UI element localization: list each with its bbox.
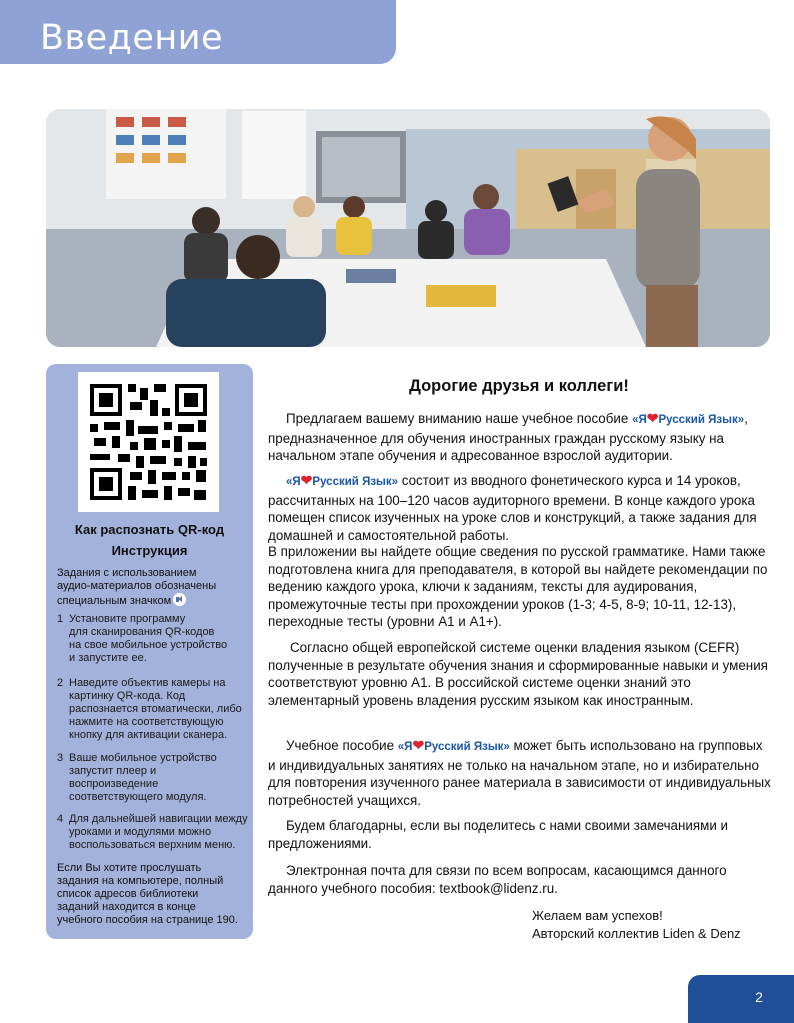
sidebar-outro: Если Вы хотите прослушать задания на компьютере, полный список адресов библиотеки заданий находится в конце учебного пособия на странице 190.: [57, 862, 238, 926]
paragraph-cefr: Согласно общей европейской системе оценки владения языком (CEFR) полученные в результате обучения знания и сформированные навыки и умения соответствуют уровню А1. В российской системе оценки знаний это элементарный уровень владения русским языком как иностранным.: [268, 640, 768, 708]
sidebar-intro-line: специальным значком: [57, 593, 249, 608]
section-header-tab: [0, 0, 396, 64]
page-number: 2: [755, 989, 763, 1005]
paragraph-structure: «Я❤Русский Язык» состоит из вводного фонетического курса и 14 уроков, рассчитанных на 100–120 часов аудиторного времени. В конце каждого урока помещен список изученных на уроке слов и конструкций, а также задания для домашней и самостоятельной работы.: [268, 472, 757, 543]
signature-authors: Авторский коллектив Liden & Denz: [532, 926, 741, 941]
signature-wish: Желаем вам успехов!: [532, 908, 663, 923]
heart-icon: ❤: [646, 410, 659, 426]
paragraph-contact: Электронная почта для связи по всем вопросам, касающимся данного данного учебного пособия: textbook@lidenz.ru.: [268, 863, 727, 896]
sidebar-heading: Как распознать QR-код: [74, 522, 225, 537]
letter-heading: Дорогие друзья и коллеги!: [409, 377, 629, 395]
brand-name: «Я❤Русский Язык»: [397, 737, 510, 753]
sidebar-intro-line: аудио-материалов обозначены: [57, 580, 217, 592]
paragraph-usage: Учебное пособие «Я❤Русский Язык» может быть использовано на групповых и индивидуальных занятиях не только на начальном этапе, но и избирательно для повторения изученного ранее материала в зависимости от индивидуальных потребностей учащихся.: [268, 737, 771, 808]
speaker-icon: [173, 593, 186, 606]
sidebar-subheading: Инструкция: [111, 543, 188, 558]
brand-name: «Я❤Русский Язык»: [286, 472, 399, 488]
paragraph-feedback: Будем благодарны, если вы поделитесь с нами своими замечаниями и предложениями.: [268, 818, 729, 851]
sidebar-intro-line: Задания с использованием: [57, 567, 197, 579]
page-number-tab: [688, 975, 794, 1023]
paragraph-appendix: В приложении вы найдете общие сведения по русской грамматике. Нами также подготовлена книга для преподавателя, в которой вы найдете рекомендации по ведению каждого урока, ключи к заданиям, тексты для аудирования, промежуточные тесты при прохождении уроков (1-3; 4-5, 8-9; 10-11, 12-13), переходные тесты (уровни А1 и А1+).: [268, 544, 768, 630]
sidebar-intro: [57, 567, 249, 608]
classroom-photo-illustration: [46, 109, 770, 347]
brand-name: «Я❤Русский Язык»: [632, 410, 745, 426]
qr-code-image: [78, 372, 219, 512]
qr-code[interactable]: [78, 372, 219, 512]
classroom-photo: [46, 109, 770, 347]
paragraph-intro: Предлагаем вашему вниманию наше учебное пособие «Я❤Русский Язык», предназначенное для обучения иностранных граждан русскому языку на начальном этапе обучения и адресованное взрослой аудитории.: [268, 410, 748, 464]
heart-icon: ❤: [412, 737, 425, 753]
heart-icon: ❤: [300, 472, 313, 488]
section-title: Введение: [40, 18, 224, 58]
